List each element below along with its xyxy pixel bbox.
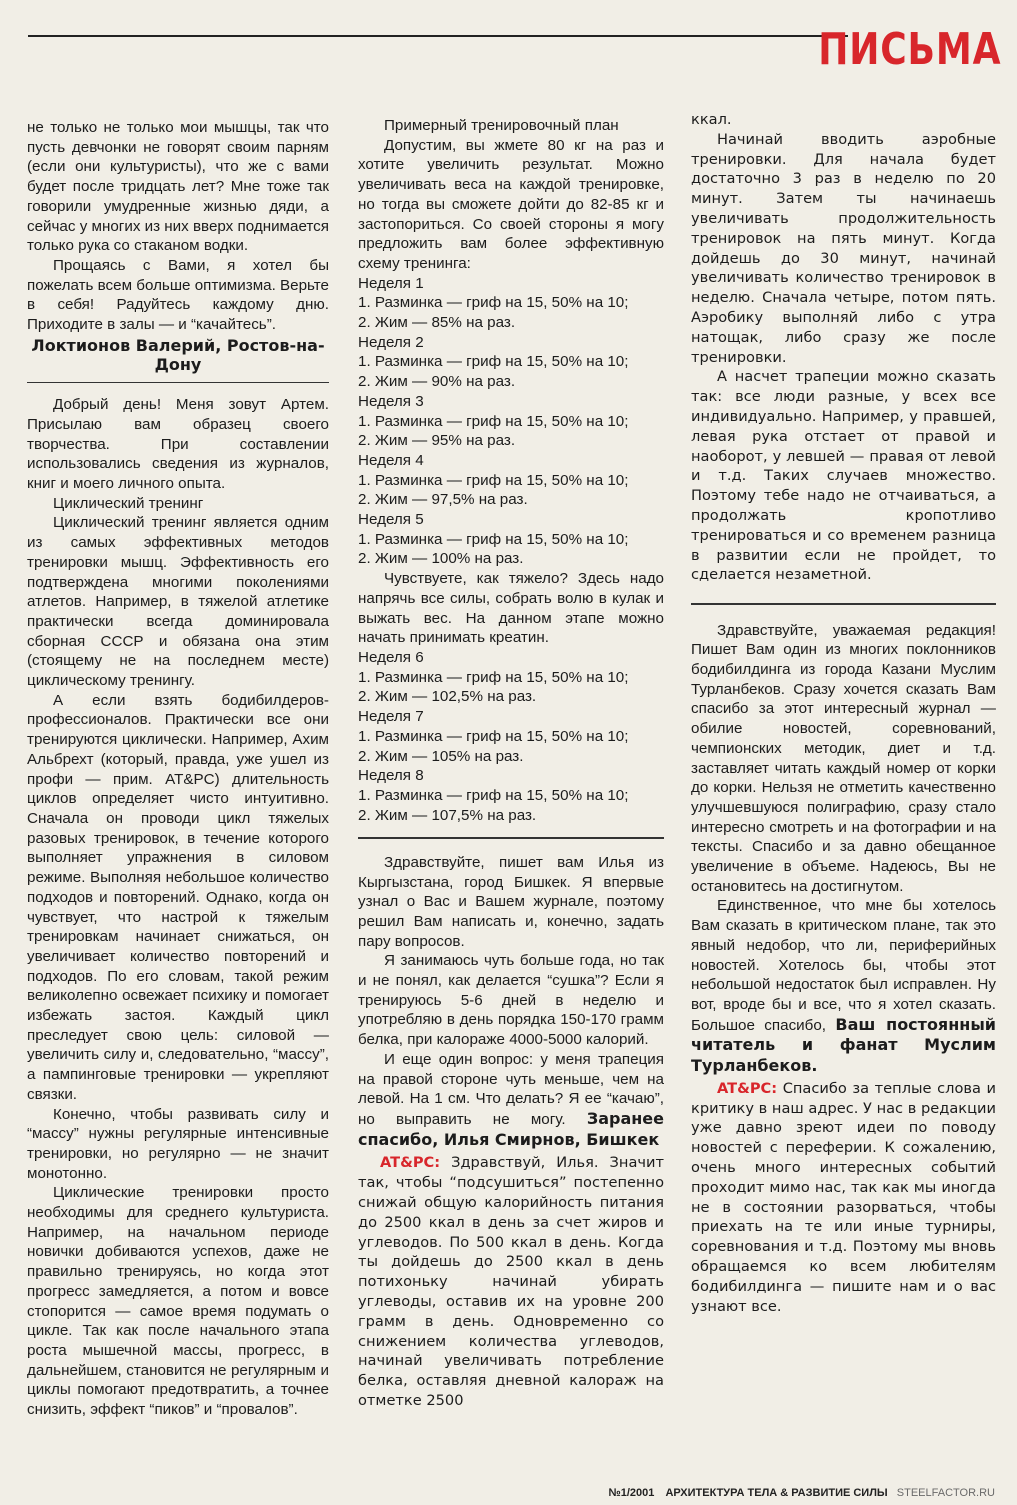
answer-text: Здравствуй, Илья. Значит так, чтобы “подсушиться” постепенно снижай общую калорийность питания до 2500 ккал в день за счет жиров и углеводов. По 500 ккал в день. Когда ты дойдешь до 2500 ккал в день потихоньку начинай убирать углеводы, оставив их на уровне 200 грамм в день. Одновременно со снижением количества углеводов, начинай увеличивать потребление белка, оставляя дневной калораж на отметке 2500 (358, 1154, 664, 1409)
week-line: 1. Разминка — гриф на 15, 50% на 10; (358, 727, 629, 745)
plan-weeks-2 (358, 648, 664, 825)
letter1-text: не только не только мои мышцы, так что пусть девчонки не говорят своим парням (если они культуристы), что же с вами будет после тридцать лет? Мне тоже так говорили умудренные жизнью дяди, а сейчас у многих из них вверх поднимается только рука со стаканом водки. (27, 119, 329, 255)
plan-comment: Чувствуете, как тяжело? Здесь надо напрячь все силы, собрать волю в кулак и выжать вес. На данном этапе можно начать принимать креатин. (358, 570, 664, 647)
column-1 (27, 118, 329, 1420)
week-line: 1. Разминка — гриф на 15, 50% на 10; (358, 353, 629, 371)
week-label: Неделя 3 (358, 392, 424, 410)
letter3-text (358, 1050, 664, 1151)
week-line: 1. Разминка — гриф на 15, 50% на 10; (358, 668, 629, 686)
letter2-heading: Циклический тренинг (53, 494, 204, 512)
letter2-text: Добрый день! Меня зовут Артем. Присылаю вам образец своего творчества. При составлении использовались сведения из журналов, книг и моего личного опыта. (27, 396, 329, 493)
editor-label: AT&PC: (717, 1079, 778, 1097)
column-3 (691, 110, 996, 1316)
divider (691, 603, 996, 605)
week-line: 1. Разминка — гриф на 15, 50% на 10; (358, 294, 629, 312)
letter4-text (691, 896, 996, 1076)
week-label: Неделя 2 (358, 333, 424, 351)
week-line: 2. Жим — 97,5% на раз. (358, 491, 528, 509)
issue-number: №1/2001 (608, 1487, 655, 1499)
divider (358, 837, 664, 839)
section-title: ПИСЬМА (817, 24, 1001, 75)
week-label: Неделя 5 (358, 511, 424, 529)
magazine-title: АРХИТЕКТУРА ТЕЛА & РАЗВИТИЕ СИЛЫ (665, 1487, 888, 1499)
letter2-text: Циклические тренировки просто необходимы для среднего культуриста. Например, на начальном периоде новички добиваются успехов, даже не правильно тренируясь, но когда этот прогресс замедляется, а потом и вовсе стопорится — самое время подумать о цикле. Так как после начального этапа роста мышечной массы, прогресс, в дальнейшем, становится не регулярным и циклы помогают предотвратить, а точнее снизить, эффект “пиков” и “провалов”. (27, 1184, 329, 1419)
week-line: 1. Разминка — гриф на 15, 50% на 10; (358, 530, 629, 548)
column-2 (358, 116, 664, 1411)
editor-answer-2 (691, 1079, 996, 1317)
plan-weeks (358, 274, 664, 570)
answer-continued: Начинай вводить аэробные тренировки. Для начала будет достаточно 3 раз в неделю по 20 минут. Затем ты начинаешь увеличивать продолжительность тренировок на пять минут. Когда дойдешь до 30 минут, начинай увеличивать количество тренировок в неделю. Сначала четыре, потом пять. Аэробику выполняй либо с утра натощак, либо сразу же после тренировки. (691, 130, 996, 366)
week-line: 2. Жим — 85% на раз. (358, 314, 516, 332)
site-watermark: STEELFACTOR.RU (896, 1487, 995, 1499)
week-line: 1. Разминка — гриф на 15, 50% на 10; (358, 412, 629, 430)
answer-text: Спасибо за теплые слова и критику в наш адрес. У нас в редакции уже давно зреют идеи по поводу новостей с переферии. К сожалению, очень много интересных событий проходит мимо нас, так как мы иногда не в состоянии разорваться, чтобы приехать на те или иные турниры, соревнования и т.д. Поэтому мы вновь обращаемся ко всем любителям бодибилдинга — пишите нам и о вас узнают все. (691, 1079, 997, 1315)
answer-continued: А насчет трапеции можно сказать так: все люди разные, у всех все индивидуально. Например, у правшей, левая рука отстает от правой и наоборот, у левшей — правая от левой и т.д. Таких случаев множество. Поэтому тебе надо не отчаиваться, а продолжать кропотливо тренироваться и со временем разница в развитии если не пройдет, то сделается незаметной. (691, 368, 996, 584)
answer-continued: ккал. (691, 111, 732, 128)
letter4-signature: Ваш постоянный читатель и фанат Муслим Турланбеков. (691, 1014, 996, 1076)
letter3-signature: Заранее спасибо, Илья Смирнов, Бишкек (358, 1108, 664, 1149)
week-line: 2. Жим — 90% на раз. (358, 373, 516, 391)
letter2-text: Конечно, чтобы развивать силу и “массу” нужны регулярные интенсивные тренировки, но регулярно — не значит монотонно. (27, 1105, 329, 1182)
week-label: Неделя 6 (358, 648, 424, 666)
plan-title: Примерный тренировочный план (384, 117, 619, 134)
letter2-text: А если взять бодибилдеров-профессионалов. Практически все они тренируются циклически. Например, Ахим Альбрехт (который, правда, уже ушел из профи — прим. AT&PC) длительность циклов определяет чисто интуитивно. Сначала он проводи цикл тяжелых разовых тренировок, в течение которого выполняет упражнения в силовом режиме. Выполняя небольшое количество подходов и повторений. Однако, когда он чувствует, что настрой к тяжелым тренировкам начинает снижаться, он увеличивает количество повторений и подходов. По его словам, такой режим великолепно освежает психику и помогает избежать застоя. Каждый цикл преследует свою цель: силовой — увеличить силу и, следовательно, “массу”, а пампинговые тренировки — укрепляют связки. (27, 691, 329, 1103)
header-rule (28, 35, 848, 37)
week-line: 2. Жим — 102,5% на раз. (358, 688, 537, 706)
editor-label: AT&PC: (380, 1154, 441, 1172)
week-line: 1. Разминка — гриф на 15, 50% на 10; (358, 471, 629, 489)
week-line: 2. Жим — 100% на раз. (358, 550, 524, 568)
week-line: 2. Жим — 105% на раз. (358, 747, 524, 765)
week-line: 2. Жим — 107,5% на раз. (358, 806, 537, 824)
letter3-text: Здравствуйте, пишет вам Илья из Кыргызстана, город Бишкек. Я впервые узнал о Вас и Вашем журнале, поэтому решил Вам написать и, конечно, задать пару вопросов. (358, 853, 664, 950)
week-label: Неделя 1 (358, 274, 424, 292)
divider (27, 382, 329, 384)
week-label: Неделя 7 (358, 708, 424, 726)
week-line: 2. Жим — 95% на раз. (358, 432, 516, 450)
week-label: Неделя 4 (358, 451, 424, 469)
letter4-closing: Единственное, что мне бы хотелось Вам сказать в критическом плане, так это явный недобор, что ли, периферийных новостей. Хотелось бы, чтобы этот небольшой недостаток был исправлен. Ну вот, вроде бы и все, что я хотел сказать. Большое спасибо, (691, 897, 996, 1034)
letter3-question: И еще один вопрос: у меня трапеция на правой стороне чуть меньше, чем на левой. На 1 см. Что делать? Я ее “качаю”, но выправить не могу. (358, 1050, 664, 1128)
week-label: Неделя 8 (358, 767, 424, 785)
letter2-text: Циклический тренинг является одним из самых эффективных методов тренировки мышц. Эффективность его подтверждена многими поколениями атлетов. Например, в тяжелой атлетике практически всегда доминировала сборная СССР и обязана она этим (стоящему не на последнем месте) циклическому тренингу. (27, 514, 329, 690)
page-footer (608, 1487, 995, 1499)
week-line: 1. Разминка — гриф на 15, 50% на 10; (358, 786, 629, 804)
plan-intro: Допустим, вы жмете 80 кг на раз и хотите увеличить результат. Можно увеличивать веса на каждой тренировке, но тогда вы сможете дойти до 82-85 кг и застопориться. Со своей стороны я могу предложить вам более эффективную схему тренинга: (358, 136, 664, 272)
editor-answer-1 (358, 1153, 664, 1410)
letter4-text: Здравствуйте, уважаемая редакция! Пишет Вам один из многих поклонников бодибилдинга из города Казани Муслим Турланбеков. Сразу хочется сказать Вам спасибо за этот интересный журнал — обилие новостей, соревнований, чемпионских методик, диет и т.д. заставляет читать каждый номер от корки до корки. Нельзя не отметить качественно улучшевшуюся полиграфию, сразу стало интересно смотреть и на фотографии и на тексты. Спасибо и за давно обещанное увеличение в объеме. Надеюсь, Вы не остановитесь на достигнутом. (691, 621, 996, 895)
letter1-signature: Локтионов Валерий, Ростов-на-Дону (31, 335, 325, 374)
letter3-text: Я занимаюсь чуть больше года, но так и не понял, как делается “сушка”? Если я тренируюсь 5-6 дней в неделю и употребляю в день порядка 150-170 грамм белка, при калораже 4000-5000 калорий. (358, 952, 664, 1049)
letter1-text: Прощаясь с Вами, я хотел бы пожелать всем больше оптимизма. Верьте в себя! Радуйтесь каждому дню. Приходите в залы — и “качайтесь”. (27, 256, 330, 334)
